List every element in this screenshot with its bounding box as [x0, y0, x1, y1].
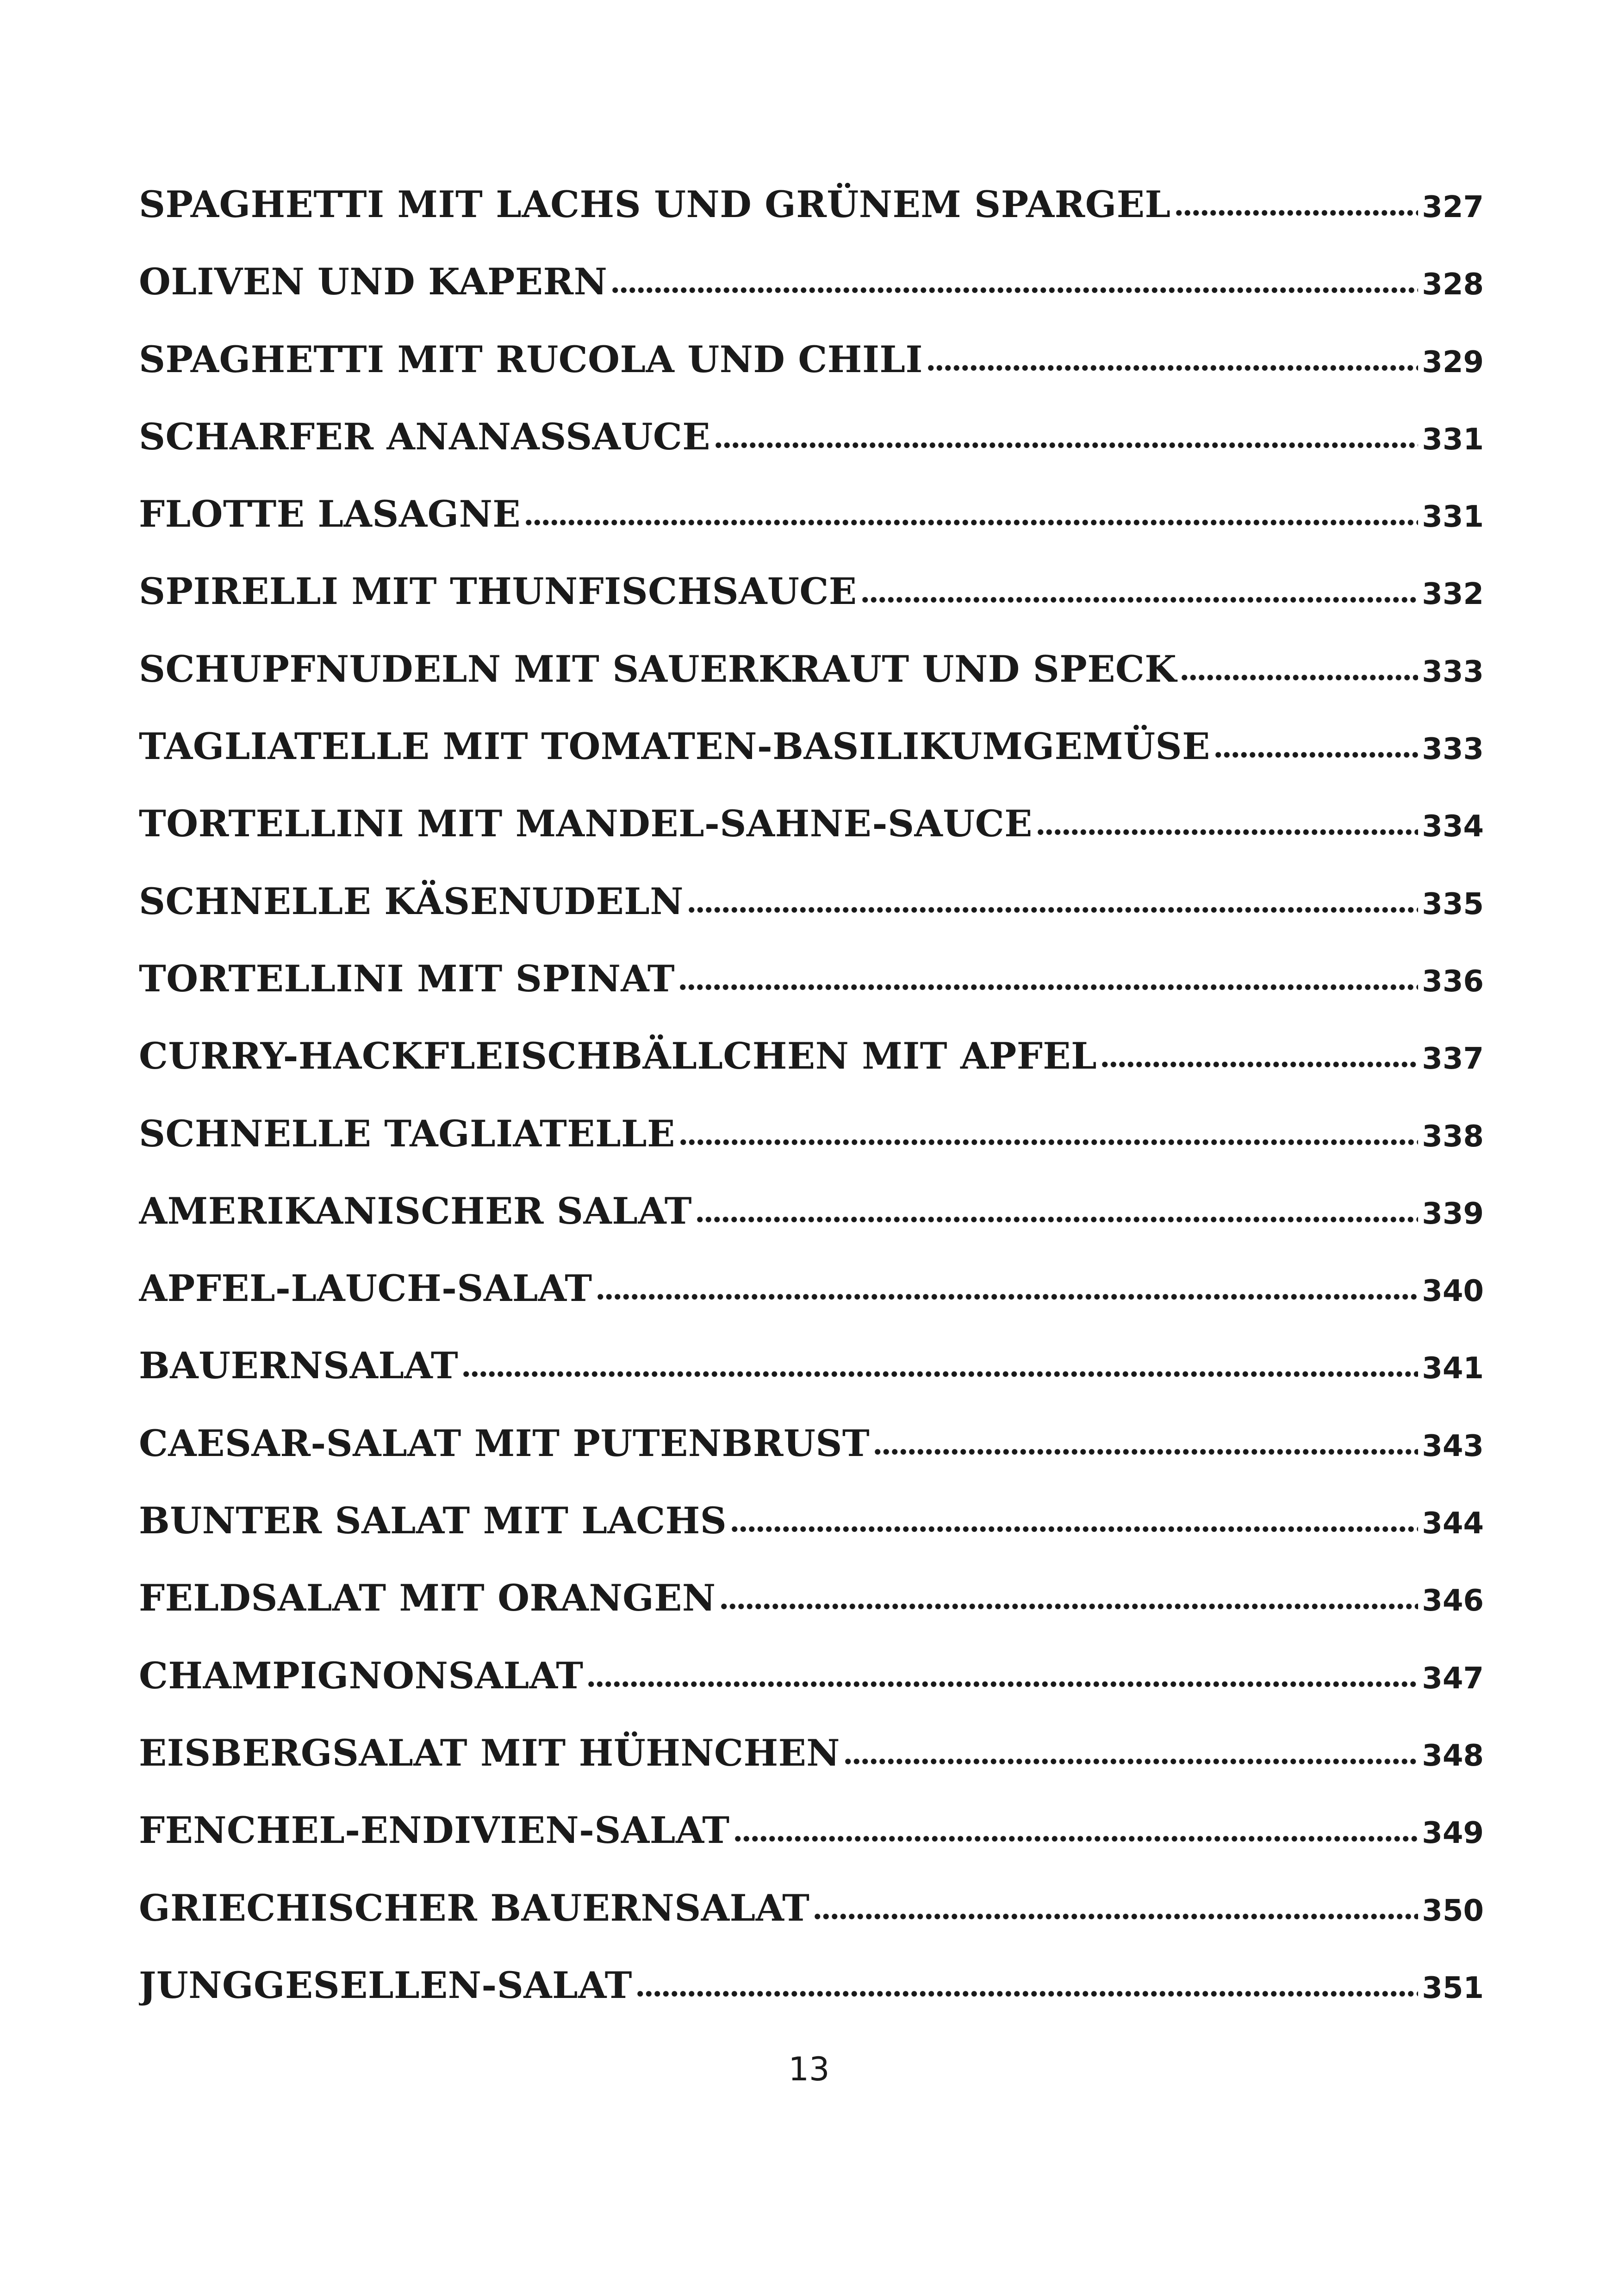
toc-entry: [139, 647, 1484, 725]
dot-leader: [861, 576, 1419, 604]
toc-entry: [139, 1034, 1484, 1112]
toc-entry: [139, 1344, 1484, 1421]
toc-entry: [139, 880, 1484, 957]
toc-entry: [139, 183, 1484, 260]
dot-leader: [813, 1893, 1418, 1921]
toc-entry-page-number: 349: [1422, 1816, 1484, 1851]
toc-entry: [139, 492, 1484, 570]
toc-entry-page-number: 336: [1422, 964, 1484, 999]
toc-entry-title: SCHNELLE KÄSENUDELN: [139, 879, 684, 923]
dot-leader: [714, 422, 1418, 449]
dot-leader: [462, 1350, 1418, 1378]
toc-entry: [139, 1499, 1484, 1576]
toc-entry: [139, 1267, 1484, 1344]
toc-entry: [139, 802, 1484, 879]
toc-entry: [139, 1886, 1484, 1964]
toc-entry-title: TAGLIATELLE MIT TOMATEN-BASILIKUMGEMÜSE: [139, 725, 1210, 768]
toc-entry-page-number: 331: [1422, 422, 1484, 457]
dot-leader: [734, 1815, 1419, 1843]
dot-leader: [873, 1428, 1418, 1456]
dot-leader: [1036, 809, 1419, 836]
toc-entry-title: FELDSALAT MIT ORANGEN: [139, 1576, 716, 1620]
toc-entry: [139, 1576, 1484, 1654]
toc-entry-page-number: 332: [1422, 577, 1484, 612]
toc-entry: [139, 1731, 1484, 1809]
toc-entry-page-number: 344: [1422, 1506, 1484, 1541]
toc-entry-title: JUNGGESELLEN-SALAT: [139, 1963, 632, 2007]
toc-entry: [139, 1809, 1484, 1886]
dot-leader: [1214, 731, 1419, 759]
toc-entry-title: TORTELLINI MIT MANDEL-SAHNE-SAUCE: [139, 802, 1033, 846]
toc-entry: [139, 725, 1484, 802]
toc-entry: [139, 338, 1484, 415]
dot-leader: [730, 1506, 1418, 1533]
page-number: 13: [788, 2050, 830, 2088]
toc-entry: [139, 1654, 1484, 1731]
dot-leader: [636, 1970, 1419, 1998]
toc-entry-title: BAUERNSALAT: [139, 1344, 459, 1388]
toc-entry-page-number: 347: [1422, 1661, 1484, 1696]
toc-entry-page-number: 351: [1422, 1971, 1484, 2005]
dot-leader: [1180, 654, 1418, 682]
toc-entry: [139, 260, 1484, 337]
toc-entry-title: AMERIKANISCHER SALAT: [139, 1189, 692, 1232]
toc-entry-title: BUNTER SALAT MIT LACHS: [139, 1499, 727, 1543]
toc-entry-page-number: 339: [1422, 1196, 1484, 1231]
toc-entry-title: CAESAR-SALAT MIT PUTENBRUST: [139, 1421, 870, 1465]
toc-entry-page-number: 346: [1422, 1584, 1484, 1618]
dot-leader: [596, 1273, 1419, 1301]
toc-entry-title: SPAGHETTI MIT LACHS UND GRÜNEM SPARGEL: [139, 183, 1171, 226]
toc-entry-title: TORTELLINI MIT SPINAT: [139, 957, 675, 1000]
toc-entry: [139, 1189, 1484, 1267]
toc-entry-title: CHAMPIGNONSALAT: [139, 1654, 584, 1697]
toc-entry-page-number: 331: [1422, 500, 1484, 535]
dot-leader: [524, 499, 1418, 527]
toc-entry-title: SPIRELLI MIT THUNFISCHSAUCE: [139, 570, 857, 613]
toc-entry: [139, 1964, 1484, 2041]
dot-leader: [1101, 1041, 1418, 1069]
toc-entry-title: OLIVEN UND KAPERN: [139, 260, 608, 304]
toc-entry-page-number: 329: [1422, 345, 1484, 380]
toc-entry-page-number: 333: [1422, 732, 1484, 767]
toc-entry-page-number: 328: [1422, 268, 1484, 302]
toc-entry-title: FENCHEL-ENDIVIEN-SALAT: [139, 1809, 730, 1852]
dot-leader: [678, 964, 1418, 991]
toc-entry-title: GRIECHISCHER BAUERNSALAT: [139, 1886, 810, 1929]
toc-entry: [139, 957, 1484, 1034]
toc-entry-title: CURRY-HACKFLEISCHBÄLLCHEN MIT APFEL: [139, 1034, 1097, 1078]
table-of-contents: [139, 183, 1484, 2041]
toc-entry-title: SCHUPFNUDELN MIT SAUERKRAUT UND SPECK: [139, 647, 1177, 691]
dot-leader: [844, 1738, 1418, 1766]
toc-entry-page-number: 333: [1422, 654, 1484, 689]
toc-entry: [139, 415, 1484, 492]
dot-leader: [927, 344, 1419, 372]
toc-entry-page-number: 343: [1422, 1429, 1484, 1463]
dot-leader: [720, 1583, 1419, 1611]
dot-leader: [687, 886, 1418, 914]
toc-entry-page-number: 337: [1422, 1042, 1484, 1076]
toc-entry-page-number: 348: [1422, 1738, 1484, 1773]
toc-entry: [139, 1112, 1484, 1189]
toc-entry-title: APFEL-LAUCH-SALAT: [139, 1267, 592, 1310]
dot-leader: [611, 267, 1418, 294]
toc-entry-title: SCHARFER ANANASSAUCE: [139, 415, 710, 458]
toc-entry-title: EISBERGSALAT MIT HÜHNCHEN: [139, 1731, 840, 1774]
toc-entry: [139, 1422, 1484, 1499]
toc-entry-title: SPAGHETTI MIT RUCOLA UND CHILI: [139, 337, 923, 381]
dot-leader: [679, 1119, 1419, 1146]
toc-entry: [139, 570, 1484, 647]
toc-entry-page-number: 350: [1422, 1893, 1484, 1928]
toc-entry-page-number: 338: [1422, 1119, 1484, 1154]
toc-entry-page-number: 327: [1422, 190, 1484, 224]
dot-leader: [587, 1661, 1418, 1688]
toc-entry-page-number: 335: [1422, 887, 1484, 921]
toc-entry-page-number: 340: [1422, 1274, 1484, 1309]
dot-leader: [696, 1196, 1418, 1224]
toc-entry-page-number: 334: [1422, 809, 1484, 844]
toc-entry-title: SCHNELLE TAGLIATELLE: [139, 1112, 675, 1155]
dot-leader: [1175, 189, 1419, 217]
toc-entry-title: FLOTTE LASAGNE: [139, 492, 521, 536]
toc-entry-page-number: 341: [1422, 1351, 1484, 1386]
